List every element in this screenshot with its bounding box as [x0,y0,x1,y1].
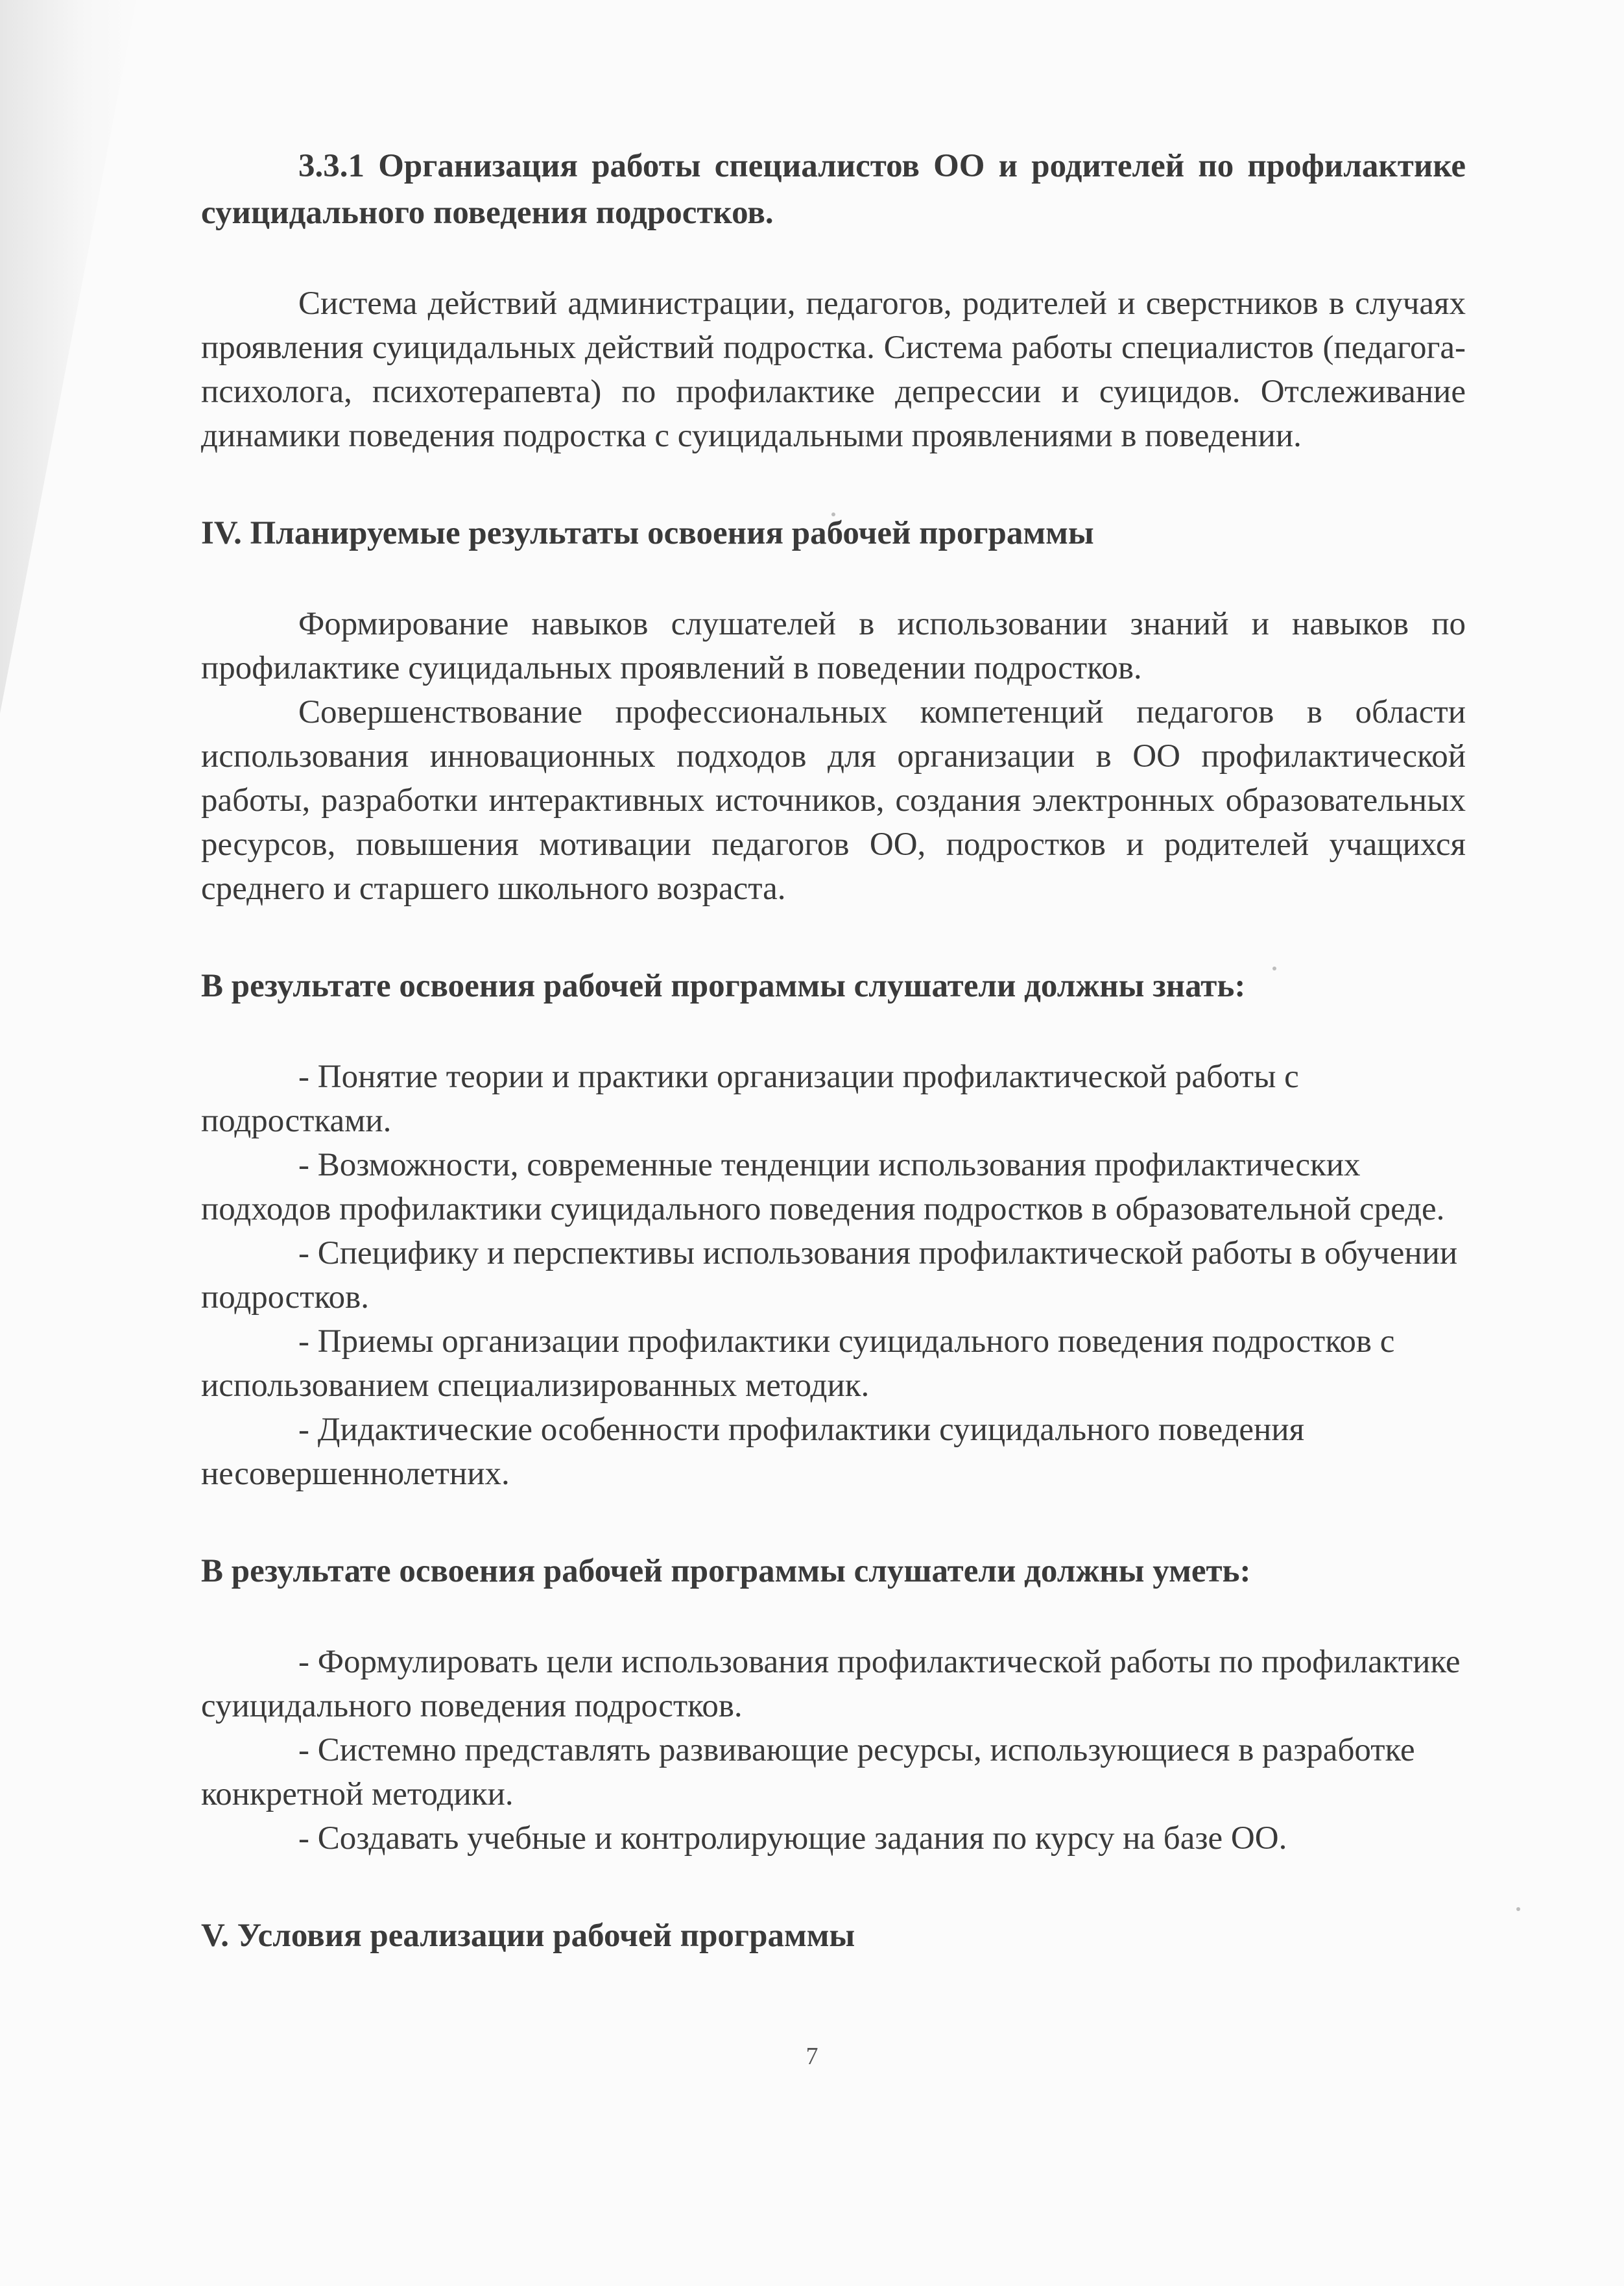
section-331-paragraph: Система действий администрации, педагогов, родителей и сверстников в случаях проявления суицидальных действий подростка. Система работы специалистов (педагога-психолога, психотерапевта) по профилактике депрессии и суицидов. Отслеживание динамики поведения подростка с суицидальными проявлениями в поведении. [201,285,1466,454]
able-item: - Системно представлять развивающие ресурсы, использующиеся в разработке конкретной методики. [201,1732,1415,1812]
know-item: - Специфику и перспективы использования профилактической работы в обучении подростков. [201,1235,1458,1316]
able-item: - Создавать учебные и контролирующие задания по курсу на базе ОО. [298,1820,1287,1857]
section-v-heading: V. Условия реализации рабочей программы [201,1918,855,1954]
able-item: - Формулировать цели использования профилактической работы по профилактике суицидального поведения подростков. [201,1644,1461,1724]
able-heading: В результате освоения рабочей программы слушатели должны уметь: [201,1553,1251,1589]
know-item: - Возможности, современные тенденции использования профилактических подходов профилактики суицидального поведения подростков в образовательной среде. [201,1147,1445,1227]
know-item: - Дидактические особенности профилактики суицидального поведения несовершеннолетних. [201,1412,1305,1492]
scan-corner-shadow [0,0,143,2286]
section-iv-heading: IV. Планируемые результаты освоения рабочей программы [201,515,1094,551]
document-content [201,143,1466,1959]
page-number: 7 [806,2043,818,2070]
know-heading: В результате освоения рабочей программы слушатели должны знать: [201,968,1246,1004]
know-item: - Приемы организации профилактики суицидального поведения подростков с использованием специализированных методик. [201,1323,1395,1404]
section-iv-paragraph-2: Совершенствование профессиональных компетенций педагогов в области использования инновационных подходов для организации в ОО профилактической работы, разработки интерактивных источников, создания электронных образовательных ресурсов, повышения мотивации педагогов ОО, подростков и родителей учащихся среднего и старшего школьного возраста. [201,694,1466,907]
section-iv-paragraph-1: Формирование навыков слушателей в использовании знаний и навыков по профилактике суицидальных проявлений в поведении подростков. [201,606,1466,686]
section-331-heading: 3.3.1 Организация работы специалистов ОО и родителей по профилактике суицидального поведения подростков. [201,148,1466,231]
know-item: - Понятие теории и практики организации профилактической работы с подростками. [201,1059,1299,1139]
scan-speck [1516,1907,1520,1911]
